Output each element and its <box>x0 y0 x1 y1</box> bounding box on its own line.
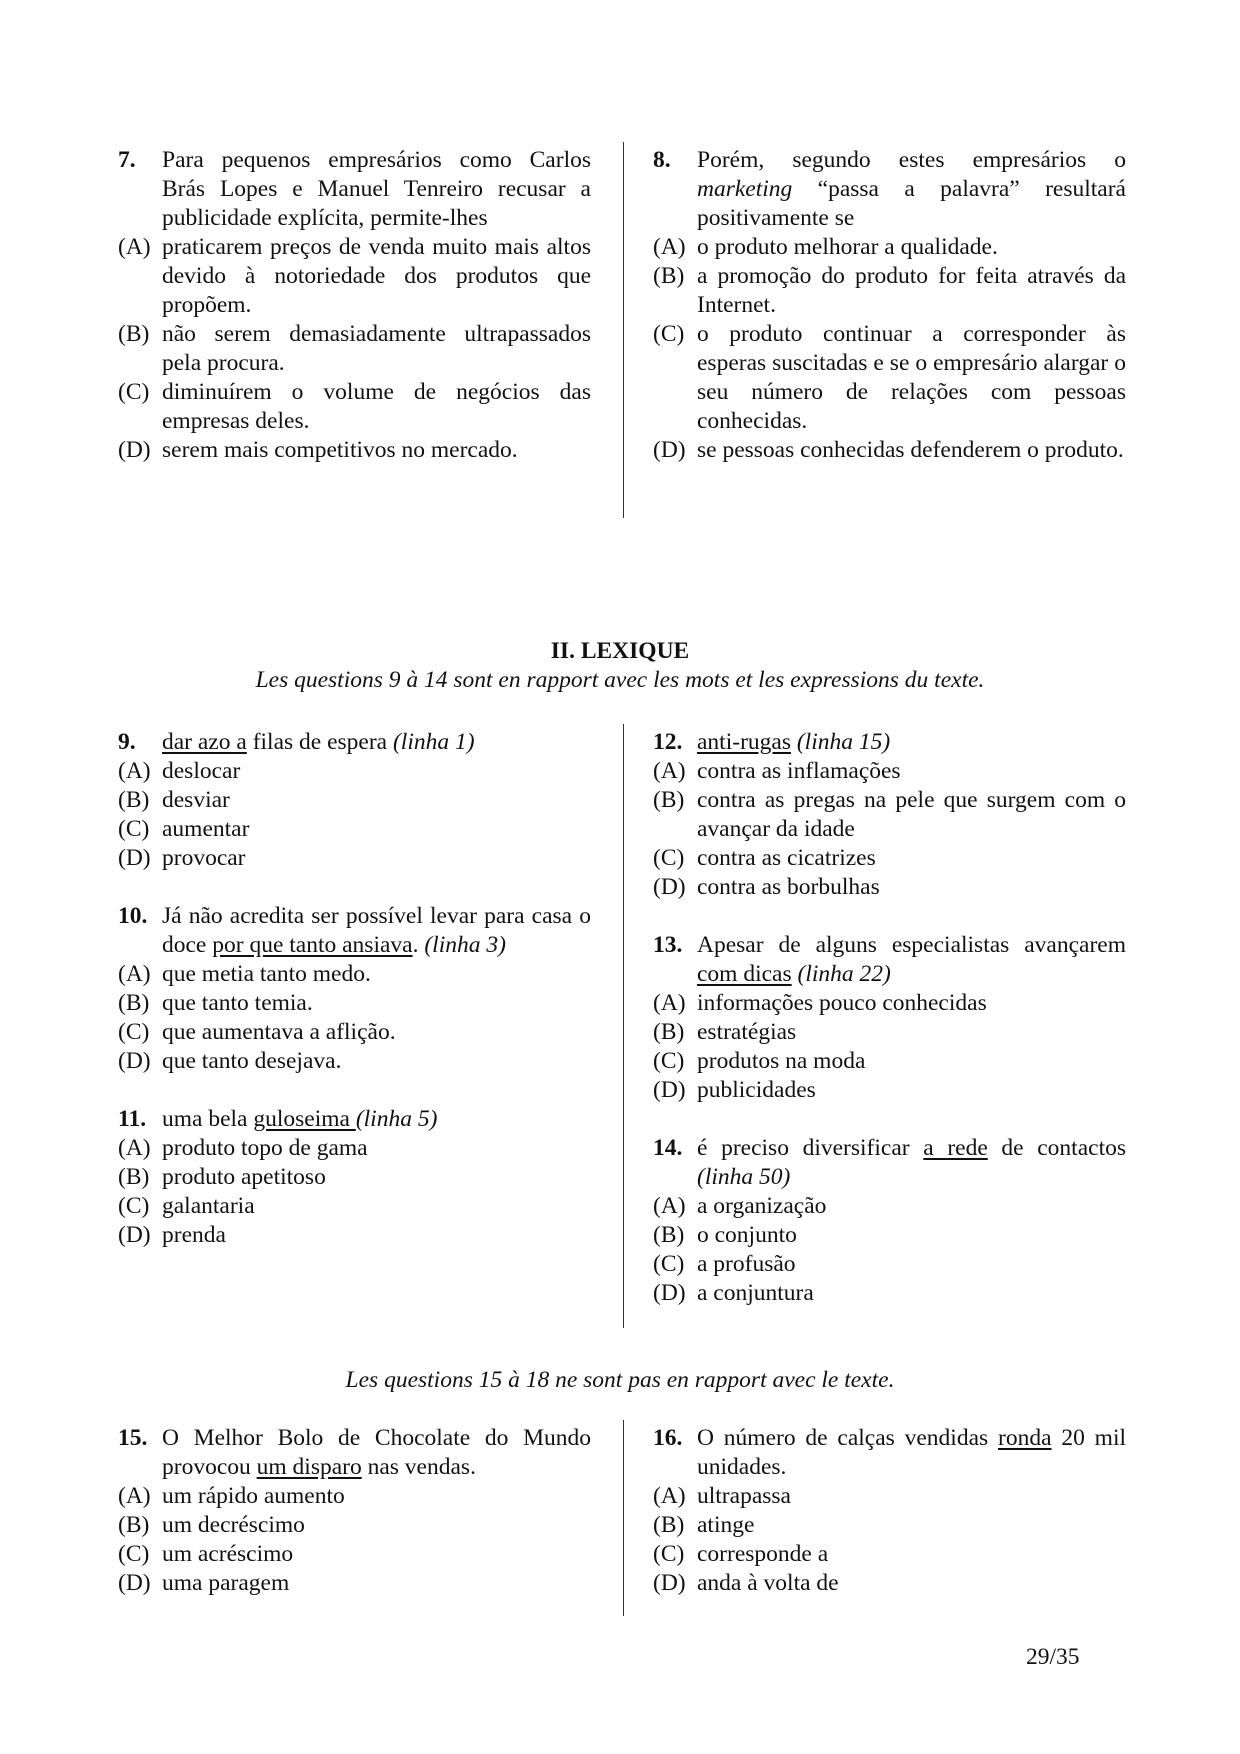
option-label: (D) <box>653 874 686 900</box>
option-label: (B) <box>653 1019 685 1045</box>
option-text: diminuírem o volume de negócios das empresas deles. <box>162 379 591 434</box>
option-c <box>118 1018 591 1047</box>
option-d <box>653 1279 1126 1308</box>
option-label: (A) <box>653 1193 686 1219</box>
option-label: (D) <box>118 1222 151 1248</box>
underlined-term: anti-rugas <box>697 729 791 755</box>
option-a <box>118 1482 591 1511</box>
option-b <box>653 1018 1126 1047</box>
option-text: produto apetitoso <box>162 1164 326 1190</box>
question-13 <box>653 931 1126 1105</box>
option-label: (C) <box>118 816 150 842</box>
option-b <box>653 786 1126 844</box>
option-text: a conjuntura <box>697 1280 814 1306</box>
option-label: (A) <box>653 1483 686 1509</box>
option-label: (C) <box>653 1541 685 1567</box>
option-text: contra as cicatrizes <box>697 845 876 871</box>
question-stem: O número de calças vendidas ronda 20 mil unidades. <box>697 1425 1127 1480</box>
option-text: a promoção do produto for feita através da Internet. <box>697 263 1126 318</box>
option-text: que tanto temia. <box>162 990 313 1016</box>
option-b <box>653 1511 1126 1540</box>
option-text: praticarem preços de venda muito mais altos devido à notoriedade dos produtos que propõem. <box>162 234 591 318</box>
question-number: 16. <box>653 1425 683 1451</box>
option-label: (A) <box>653 234 686 260</box>
question-number: 15. <box>118 1425 148 1451</box>
option-label: (B) <box>118 1164 150 1190</box>
option-text: um rápido aumento <box>162 1483 345 1509</box>
question-stem: Apesar de alguns especialistas avançarem com dicas (linha 22) <box>697 932 1126 987</box>
line-reference: (linha 15) <box>790 729 891 755</box>
option-text: ultrapassa <box>697 1483 791 1509</box>
column-divider <box>623 1420 624 1616</box>
option-label: (A) <box>118 1483 151 1509</box>
option-text: informações pouco conhecidas <box>697 990 987 1016</box>
option-c <box>118 1540 591 1569</box>
option-label: (C) <box>653 1251 685 1277</box>
option-label: (B) <box>118 1512 150 1538</box>
option-d <box>118 1569 591 1598</box>
option-c <box>118 378 591 436</box>
option-text: não serem demasiadamente ultrapassados pela procura. <box>162 321 591 376</box>
option-label: (A) <box>118 961 151 987</box>
column-divider <box>623 142 624 518</box>
option-label: (D) <box>118 1570 151 1596</box>
underlined-term: a rede <box>923 1135 988 1161</box>
option-text: anda à volta de <box>697 1570 839 1596</box>
option-label: (A) <box>653 990 686 1016</box>
option-text: a profusão <box>697 1251 796 1277</box>
option-text: produto topo de gama <box>162 1135 368 1161</box>
option-d <box>118 844 591 873</box>
option-text: que tanto desejava. <box>162 1048 342 1074</box>
question-number: 7. <box>118 147 136 173</box>
line-reference: (linha 3) <box>424 932 506 958</box>
option-text: galantaria <box>162 1193 255 1219</box>
questions-7-8 <box>118 146 1128 518</box>
question-number: 13. <box>653 932 683 958</box>
option-label: (D) <box>118 1048 151 1074</box>
option-a <box>653 1192 1126 1221</box>
option-label: (C) <box>118 379 150 405</box>
question-8 <box>653 146 1126 465</box>
option-label: (A) <box>118 1135 151 1161</box>
page-number: 29/35 <box>1026 1644 1080 1670</box>
option-text: que metia tanto medo. <box>162 961 371 987</box>
underlined-term: guloseima <box>253 1106 356 1132</box>
underlined-term: com dicas <box>697 961 792 987</box>
option-d <box>118 1047 591 1076</box>
underlined-term: um disparo <box>256 1454 362 1480</box>
questions-left-column <box>118 728 591 1250</box>
option-label: (B) <box>118 990 150 1016</box>
option-label: (A) <box>118 234 151 260</box>
option-label: (C) <box>118 1193 150 1219</box>
question-12 <box>653 728 1126 902</box>
option-label: (C) <box>653 845 685 871</box>
option-a <box>653 233 1126 262</box>
column-divider <box>623 724 624 1328</box>
option-text: uma paragem <box>162 1570 290 1596</box>
option-text: aumentar <box>162 816 250 842</box>
option-label: (C) <box>118 1541 150 1567</box>
question-number: 8. <box>653 147 671 173</box>
option-text: o conjunto <box>697 1222 797 1248</box>
option-text: corresponde a <box>697 1541 829 1567</box>
option-d <box>653 1076 1126 1105</box>
question-number: 11. <box>118 1106 147 1132</box>
option-d <box>118 1221 591 1250</box>
option-b <box>118 1511 591 1540</box>
note-questions-15-18: Les questions 15 à 18 ne sont pas en rapport avec le texte. <box>345 1367 895 1393</box>
option-text: a organização <box>697 1193 827 1219</box>
option-text: o produto continuar a corresponder às esperas suscitadas e se o empresário alargar o seu número de relações com pessoas conhecidas. <box>697 321 1126 434</box>
option-label: (C) <box>653 1048 685 1074</box>
option-b <box>653 1221 1126 1250</box>
option-a <box>118 960 591 989</box>
option-b <box>118 320 591 378</box>
option-b <box>653 262 1126 320</box>
option-text: contra as inflamações <box>697 758 901 784</box>
option-text: deslocar <box>162 758 241 784</box>
question-9 <box>118 728 591 873</box>
option-b <box>118 786 591 815</box>
question-number: 12. <box>653 729 683 755</box>
question-number: 9. <box>118 729 136 755</box>
underlined-term: ronda <box>998 1425 1052 1451</box>
option-text: que aumentava a aflição. <box>162 1019 396 1045</box>
question-stem: Já não acredita ser possível levar para casa o doce por que tanto ansiava. (linha 3) <box>162 903 591 958</box>
question-stem: é preciso diversificar a rede de contactos (linha 50) <box>697 1135 1126 1190</box>
question-10 <box>118 902 591 1076</box>
option-c <box>118 1192 591 1221</box>
option-label: (C) <box>118 1019 150 1045</box>
option-c <box>653 844 1126 873</box>
option-d <box>118 436 591 465</box>
underlined-term: dar azo a <box>162 729 247 755</box>
section-heading <box>0 637 1240 695</box>
option-label: (C) <box>653 321 685 347</box>
option-label: (D) <box>653 1570 686 1596</box>
option-a <box>118 757 591 786</box>
option-d <box>653 1569 1126 1598</box>
question-number: 10. <box>118 903 148 929</box>
option-label: (B) <box>118 321 150 347</box>
section-title: II. LEXIQUE <box>550 638 690 664</box>
option-a <box>118 233 591 320</box>
option-text: serem mais competitivos no mercado. <box>162 437 518 463</box>
question-stem: Para pequenos empresários como Carlos Brás Lopes e Manuel Tenreiro recusar a publicidade explícita, permite-lhes <box>162 147 591 231</box>
questions-9-14 <box>118 728 1128 1328</box>
option-label: (B) <box>653 263 685 289</box>
line-reference: (linha 22) <box>791 961 891 987</box>
option-c <box>653 1047 1126 1076</box>
question-number: 14. <box>653 1135 683 1161</box>
option-b <box>118 989 591 1018</box>
option-label: (A) <box>653 758 686 784</box>
option-c <box>653 1250 1126 1279</box>
italic-term: marketing <box>697 176 793 202</box>
question-stem: Porém, segundo estes empresários o marketing “passa a palavra” resultará positivamente se <box>697 147 1126 231</box>
option-b <box>118 1163 591 1192</box>
question-stem: dar azo a filas de espera (linha 1) <box>162 729 475 755</box>
option-text: atinge <box>697 1512 755 1538</box>
option-text: um decréscimo <box>162 1512 305 1538</box>
question-16 <box>653 1424 1126 1598</box>
questions-15-16 <box>118 1424 1128 1614</box>
question-stem <box>697 728 1126 757</box>
option-label: (D) <box>118 845 151 871</box>
option-c <box>653 1540 1126 1569</box>
option-a <box>653 1482 1126 1511</box>
option-a <box>653 989 1126 1018</box>
question-stem: O Melhor Bolo de Chocolate do Mundo provocou um disparo nas vendas. <box>162 1425 591 1480</box>
option-text: produtos na moda <box>697 1048 866 1074</box>
option-text: prenda <box>162 1222 226 1248</box>
section-subtitle: Les questions 9 à 14 sont en rapport avec les mots et les expressions du texte. <box>255 667 985 693</box>
question-stem: uma bela guloseima (linha 5) <box>162 1106 438 1132</box>
line-reference: (linha 1) <box>392 729 475 755</box>
question-14 <box>653 1134 1126 1308</box>
option-a <box>118 1134 591 1163</box>
option-d <box>653 436 1126 465</box>
option-text: contra as borbulhas <box>697 874 880 900</box>
option-label: (B) <box>653 1222 685 1248</box>
question-15 <box>118 1424 591 1598</box>
question-11 <box>118 1105 591 1250</box>
option-c <box>118 815 591 844</box>
option-label: (B) <box>653 1512 685 1538</box>
option-text: desviar <box>162 787 230 813</box>
questions-right-column <box>653 728 1126 1308</box>
option-label: (A) <box>118 758 151 784</box>
line-reference: (linha 5) <box>355 1106 438 1132</box>
option-text: provocar <box>162 845 246 871</box>
option-c <box>653 320 1126 436</box>
option-label: (D) <box>653 1077 686 1103</box>
option-label: (D) <box>118 437 151 463</box>
option-label: (D) <box>653 437 686 463</box>
option-text: estratégias <box>697 1019 797 1045</box>
option-text: se pessoas conhecidas defenderem o produto. <box>697 437 1124 463</box>
option-a <box>653 757 1126 786</box>
line-reference: (linha 50) <box>697 1164 791 1190</box>
option-text: o produto melhorar a qualidade. <box>697 234 998 260</box>
option-label: (B) <box>653 787 685 813</box>
question-7 <box>118 146 591 465</box>
option-text: publicidades <box>697 1077 816 1103</box>
option-text: contra as pregas na pele que surgem com o avançar da idade <box>697 787 1126 842</box>
option-label: (B) <box>118 787 150 813</box>
option-text: um acréscimo <box>162 1541 294 1567</box>
underlined-term: por que tanto ansiava <box>212 932 413 958</box>
option-d <box>653 873 1126 902</box>
option-label: (D) <box>653 1280 686 1306</box>
